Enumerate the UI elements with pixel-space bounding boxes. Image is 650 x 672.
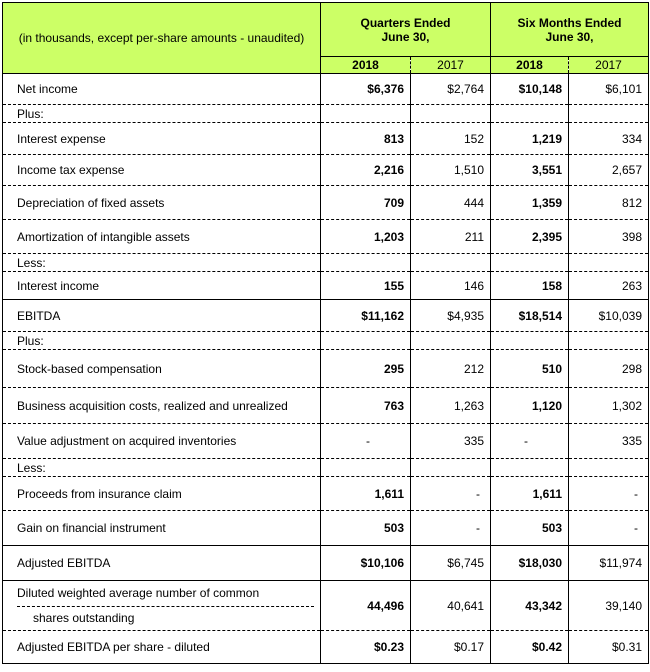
row-label: Adjusted EBITDA bbox=[3, 546, 321, 581]
value-6m-2017: $10,039 bbox=[569, 300, 649, 332]
six-months-ended-header bbox=[491, 3, 649, 57]
value-q-2017: 335 bbox=[411, 424, 491, 459]
value-q-2017: $4,935 bbox=[411, 300, 491, 332]
value-q-2017: - bbox=[411, 477, 491, 511]
row-label-line1: Diluted weighted average number of common bbox=[17, 586, 314, 607]
value-q-2017: 211 bbox=[411, 220, 491, 254]
value-6m-2017: 398 bbox=[569, 220, 649, 254]
table-row bbox=[3, 424, 649, 459]
value-q-2018: 2,216 bbox=[321, 155, 411, 186]
row-label: Net income bbox=[3, 74, 321, 105]
quarters-ended-header bbox=[321, 3, 491, 57]
value-6m-2018 bbox=[491, 459, 569, 477]
value-q-2017: 1,510 bbox=[411, 155, 491, 186]
quarters-ended-label: Quarters Ended bbox=[360, 15, 451, 30]
row-label: Adjusted EBITDA per share - diluted bbox=[3, 631, 321, 664]
table-row bbox=[3, 300, 649, 332]
value-q-2017 bbox=[411, 105, 491, 123]
value-q-2018: $10,106 bbox=[321, 546, 411, 581]
table-row bbox=[3, 581, 649, 631]
value-6m-2018: $0.42 bbox=[491, 631, 569, 664]
value-6m-2018 bbox=[491, 105, 569, 123]
value-q-2018 bbox=[321, 459, 411, 477]
row-label: Proceeds from insurance claim bbox=[3, 477, 321, 511]
value-6m-2017 bbox=[569, 332, 649, 350]
row-label: Interest income bbox=[3, 272, 321, 300]
value-6m-2017 bbox=[569, 459, 649, 477]
value-q-2017: - bbox=[411, 511, 491, 546]
value-6m-2017: 334 bbox=[569, 123, 649, 155]
value-6m-2018: $18,030 bbox=[491, 546, 569, 581]
value-q-2017: 146 bbox=[411, 272, 491, 300]
value-q-2017 bbox=[411, 459, 491, 477]
value-q-2018: $0.23 bbox=[321, 631, 411, 664]
row-label: Less: bbox=[3, 254, 321, 272]
table-row bbox=[3, 220, 649, 254]
value-q-2018: 1,203 bbox=[321, 220, 411, 254]
value-q-2018 bbox=[321, 254, 411, 272]
value-6m-2018: 158 bbox=[491, 272, 569, 300]
value-6m-2018: 43,342 bbox=[491, 581, 569, 631]
table-row bbox=[3, 332, 649, 350]
six-months-ended-date: June 30, bbox=[545, 29, 594, 44]
value-6m-2018: 1,120 bbox=[491, 388, 569, 424]
table-row bbox=[3, 477, 649, 511]
table-row bbox=[3, 388, 649, 424]
table-row bbox=[3, 272, 649, 300]
value-q-2018: $6,376 bbox=[321, 74, 411, 105]
value-q-2018: 763 bbox=[321, 388, 411, 424]
value-q-2018: 295 bbox=[321, 350, 411, 388]
value-q-2017: $2,764 bbox=[411, 74, 491, 105]
value-q-2018: - bbox=[321, 424, 411, 459]
table-row bbox=[3, 155, 649, 186]
value-q-2017: 152 bbox=[411, 123, 491, 155]
row-label bbox=[3, 581, 321, 631]
table-row bbox=[3, 350, 649, 388]
value-q-2018: 1,611 bbox=[321, 477, 411, 511]
value-6m-2017: 263 bbox=[569, 272, 649, 300]
value-q-2018 bbox=[321, 105, 411, 123]
table-row bbox=[3, 459, 649, 477]
value-6m-2017: 1,302 bbox=[569, 388, 649, 424]
value-6m-2017: - bbox=[569, 511, 649, 546]
row-label: Interest expense bbox=[3, 123, 321, 155]
row-label: Amortization of intangible assets bbox=[3, 220, 321, 254]
value-6m-2017 bbox=[569, 105, 649, 123]
ebitda-reconciliation-table bbox=[2, 2, 649, 664]
row-label: Gain on financial instrument bbox=[3, 511, 321, 546]
row-label: Value adjustment on acquired inventories bbox=[3, 424, 321, 459]
value-6m-2017: $11,974 bbox=[569, 546, 649, 581]
row-label: Income tax expense bbox=[3, 155, 321, 186]
value-q-2017: 40,641 bbox=[411, 581, 491, 631]
value-6m-2017: 298 bbox=[569, 350, 649, 388]
six-months-ended-label: Six Months Ended bbox=[517, 15, 622, 30]
row-label-line2: shares outstanding bbox=[33, 611, 135, 625]
value-q-2018: 44,496 bbox=[321, 581, 411, 631]
value-q-2018 bbox=[321, 332, 411, 350]
value-6m-2018 bbox=[491, 254, 569, 272]
value-6m-2018 bbox=[491, 332, 569, 350]
year-header-6m-2018: 2018 bbox=[491, 57, 569, 74]
row-label: Business acquisition costs, realized and unrealized bbox=[3, 388, 321, 424]
year-header-6m-2017: 2017 bbox=[569, 57, 649, 74]
value-q-2017: $0.17 bbox=[411, 631, 491, 664]
table-row bbox=[3, 74, 649, 105]
value-6m-2018: $10,148 bbox=[491, 74, 569, 105]
value-6m-2017: $0.31 bbox=[569, 631, 649, 664]
value-6m-2018: 503 bbox=[491, 511, 569, 546]
value-6m-2017: 39,140 bbox=[569, 581, 649, 631]
table-row bbox=[3, 105, 649, 123]
value-6m-2018: 1,359 bbox=[491, 186, 569, 220]
table-caption: (in thousands, except per-share amounts - unaudited) bbox=[3, 3, 321, 74]
value-6m-2017: 335 bbox=[569, 424, 649, 459]
value-6m-2017: - bbox=[569, 477, 649, 511]
value-6m-2018: 510 bbox=[491, 350, 569, 388]
value-q-2018: 503 bbox=[321, 511, 411, 546]
value-6m-2017: 2,657 bbox=[569, 155, 649, 186]
value-6m-2018: $18,514 bbox=[491, 300, 569, 332]
table-row bbox=[3, 511, 649, 546]
value-q-2017 bbox=[411, 332, 491, 350]
table-row bbox=[3, 631, 649, 664]
value-q-2017: 212 bbox=[411, 350, 491, 388]
row-label: Depreciation of fixed assets bbox=[3, 186, 321, 220]
value-6m-2018: 1,219 bbox=[491, 123, 569, 155]
row-label: Stock-based compensation bbox=[3, 350, 321, 388]
table-row bbox=[3, 123, 649, 155]
value-q-2017: 1,263 bbox=[411, 388, 491, 424]
value-6m-2018: 2,395 bbox=[491, 220, 569, 254]
row-label: EBITDA bbox=[3, 300, 321, 332]
row-label: Plus: bbox=[3, 105, 321, 123]
table-row bbox=[3, 254, 649, 272]
table-row bbox=[3, 546, 649, 581]
value-6m-2018: 3,551 bbox=[491, 155, 569, 186]
value-6m-2017: $6,101 bbox=[569, 74, 649, 105]
value-q-2017 bbox=[411, 254, 491, 272]
value-q-2017: $6,745 bbox=[411, 546, 491, 581]
row-label: Plus: bbox=[3, 332, 321, 350]
value-q-2018: 813 bbox=[321, 123, 411, 155]
value-6m-2017: 812 bbox=[569, 186, 649, 220]
value-q-2018: $11,162 bbox=[321, 300, 411, 332]
row-label: Less: bbox=[3, 459, 321, 477]
quarters-ended-date: June 30, bbox=[381, 29, 430, 44]
year-header-q-2018: 2018 bbox=[321, 57, 411, 74]
value-6m-2018: 1,611 bbox=[491, 477, 569, 511]
value-q-2018: 155 bbox=[321, 272, 411, 300]
value-6m-2018: - bbox=[491, 424, 569, 459]
value-q-2018: 709 bbox=[321, 186, 411, 220]
table-row bbox=[3, 186, 649, 220]
year-header-q-2017: 2017 bbox=[411, 57, 491, 74]
value-6m-2017 bbox=[569, 254, 649, 272]
value-q-2017: 444 bbox=[411, 186, 491, 220]
